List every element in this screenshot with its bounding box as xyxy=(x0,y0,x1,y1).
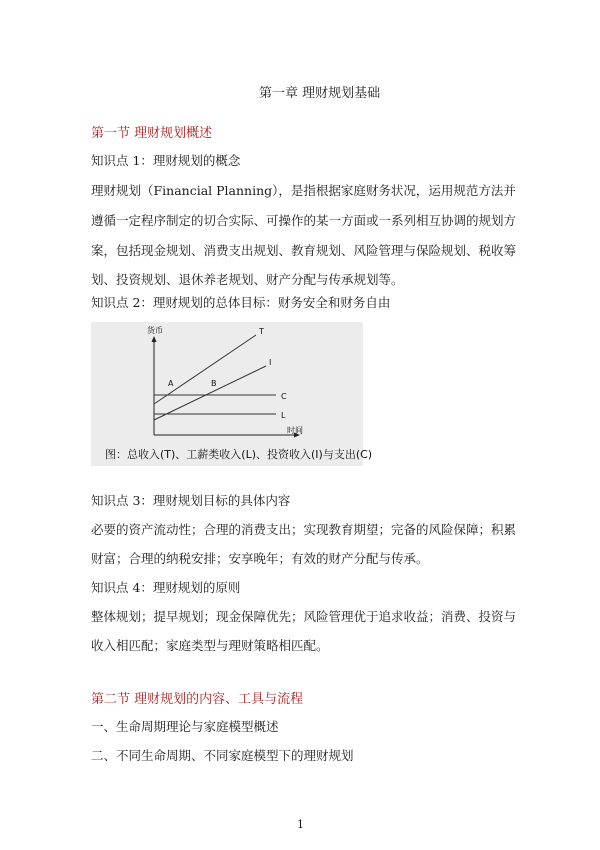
series-line-t xyxy=(154,335,256,404)
knowledge-point-3-line: 财富；合理的纳税安排；安享晚年；有效的财产分配与传承。 xyxy=(91,551,429,566)
page-number: 1 xyxy=(297,818,304,831)
section-2-item: 二、不同生命周期、不同家庭模型下的理财规划 xyxy=(91,748,354,763)
knowledge-point-2-heading: 知识点 2：理财规划的总体目标：财务安全和财务自由 xyxy=(91,295,391,310)
knowledge-point-4-line: 整体规划；提早规划；现金保障优先；风险管理优于追求收益；消费、投资与 xyxy=(91,609,517,624)
knowledge-point-1-line: 遵循一定程序制定的切合实际、可操作的某一方面或一系列相互协调的规划方 xyxy=(91,213,517,228)
knowledge-point-3-line: 必要的资产流动性；合理的消费支出；实现教育期望；完备的风险保障；积累 xyxy=(91,522,517,537)
knowledge-point-1-heading: 知识点 1：理财规划的概念 xyxy=(91,153,241,168)
series-label-c: C xyxy=(281,392,287,401)
section-2-item: 一、生命周期理论与家庭模型概述 xyxy=(91,719,279,734)
series-label-i: I xyxy=(269,358,272,367)
series-label-t: T xyxy=(259,327,264,336)
point-a-label: A xyxy=(168,379,174,388)
income-chart xyxy=(91,322,363,466)
series-label-l: L xyxy=(281,411,286,420)
section-title-2: 第二节 理财规划的内容、工具与流程 xyxy=(91,692,304,707)
section-title-1: 第一节 理财规划概述 xyxy=(91,126,213,141)
y-axis-label: 货币 xyxy=(147,326,163,335)
knowledge-point-1-line: 案，包括现金规划、消费支出规划、教育规划、风险管理与保险规划、税收筹 xyxy=(91,243,517,258)
income-chart-figure xyxy=(91,322,363,466)
chapter-title: 第一章 理财规划基础 xyxy=(259,86,381,101)
y-axis-arrow xyxy=(152,336,157,342)
knowledge-point-1-line: 理财规划（Financial Planning），是指根据家庭财务状况，运用规范方法并 xyxy=(91,183,516,198)
figure-caption: 图：总收入(T)、工薪类收入(L)、投资收入(I)与支出(C) xyxy=(105,448,373,461)
knowledge-point-3-heading: 知识点 3：理财规划目标的具体内容 xyxy=(91,493,291,508)
knowledge-point-4-heading: 知识点 4：理财规划的原则 xyxy=(91,580,241,595)
x-axis-label: 时间 xyxy=(287,426,303,435)
point-b-label: B xyxy=(211,379,217,388)
knowledge-point-4-line: 收入相匹配；家庭类型与理财策略相匹配。 xyxy=(91,638,329,653)
knowledge-point-1-line: 划、投资规划、退休养老规划、财产分配与传承规划等。 xyxy=(91,272,404,287)
